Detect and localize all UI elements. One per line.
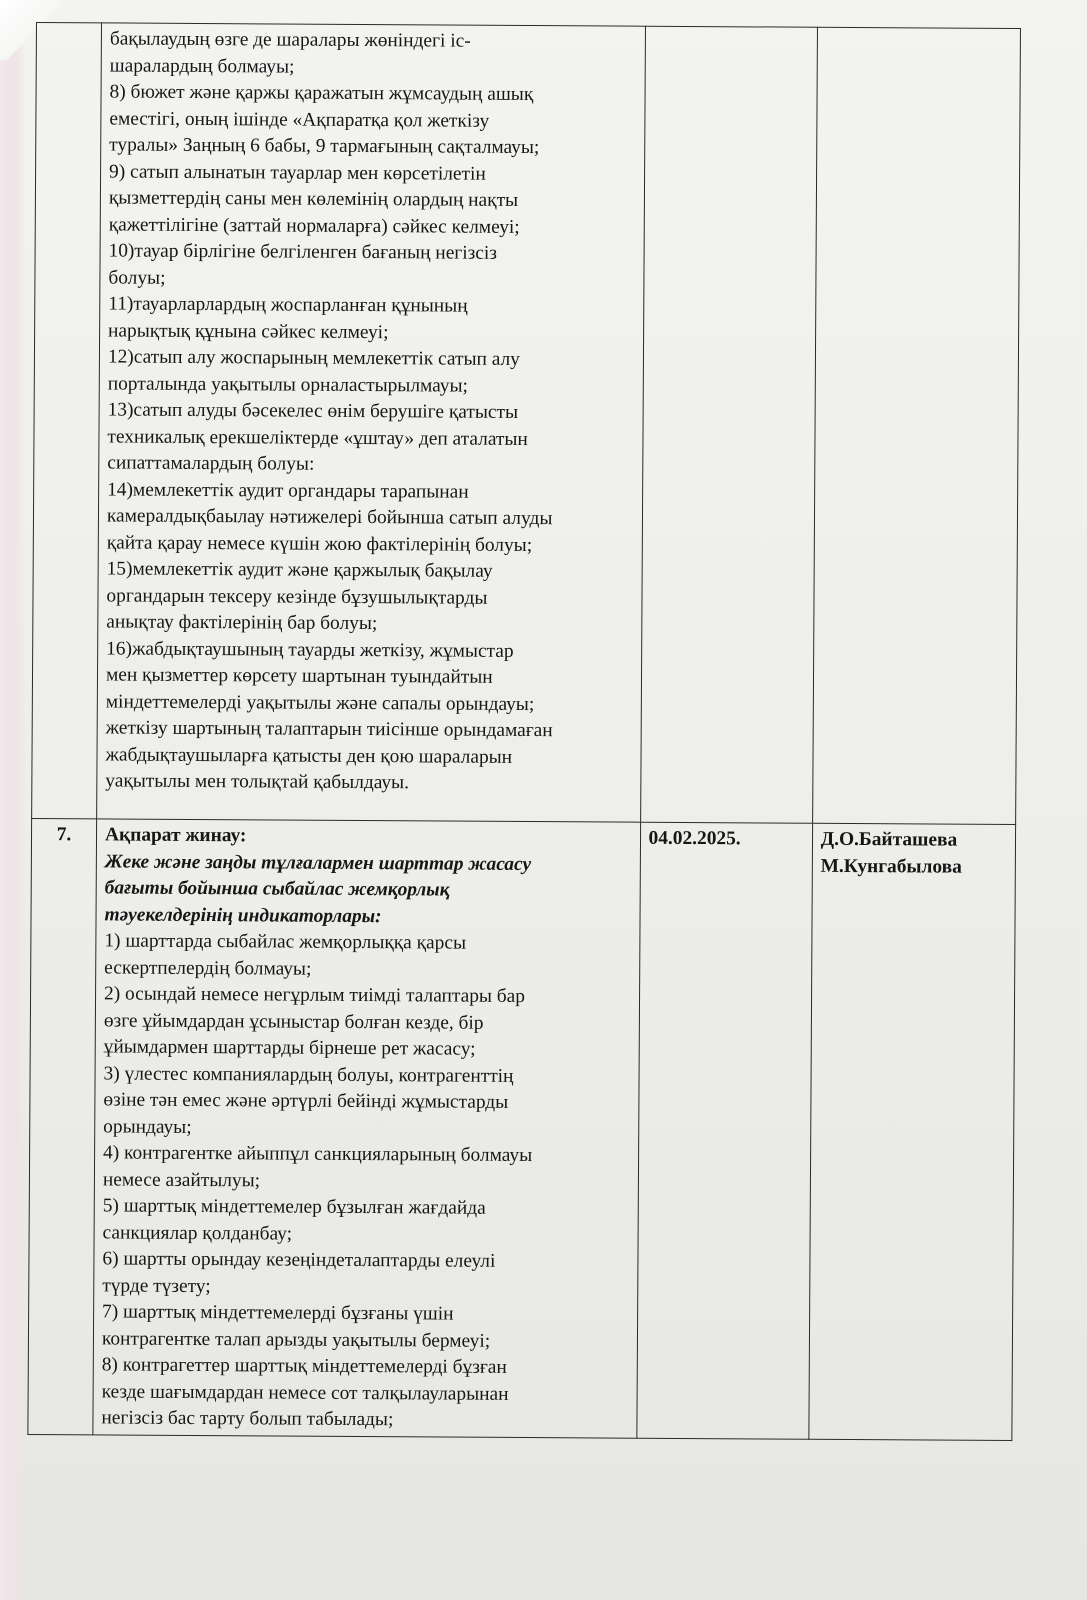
text-line: 2) осындай немесе негұрлым тиімді талаптары бар xyxy=(103,983,526,1008)
text-line: уақытылы мен толықтай қабылдауы. xyxy=(105,770,410,794)
text-line: контрагентке талап арызды уақытылы бермеуі; xyxy=(101,1327,491,1352)
text-line: сипаттамалардың болуы: xyxy=(107,452,315,475)
text-line: ұйымдармен шарттарды бірнеше рет жасасу; xyxy=(103,1036,476,1060)
text-line: шаралардың болмауы; xyxy=(109,54,295,78)
row-number-cell xyxy=(32,23,102,819)
responsible-cell xyxy=(812,27,1020,824)
deadline-cell: 04.02.2025. xyxy=(636,822,812,1439)
text-line: 4) контрагентке айыппұл санкцияларының болмауы xyxy=(102,1142,533,1167)
table-row xyxy=(32,23,1021,825)
responsible-person: М.Кунгабылова xyxy=(820,855,962,878)
text-line: өзіне тән емес және әртүрлі бейінді жұмыстарды xyxy=(103,1089,509,1113)
text-line: нарықтық құнына сәйкес келмеуі; xyxy=(108,319,389,343)
text-line: 6) шартты орындау кезеңіндеталаптарды елеулі xyxy=(102,1248,496,1272)
text-line: 12)сатып алу жоспарының мемлекеттік сатып алу xyxy=(107,346,520,370)
text-line: техникалық ерекшеліктерде «ұштау» деп аталатын xyxy=(107,425,528,450)
section-heading: Ақпарат жинау: xyxy=(104,824,247,847)
text-line: 13)сатып алуды бәсекелес өнім берушіге қатысты xyxy=(107,399,519,423)
text-line: 1) шарттарда сыбайлас жемқорлыққа қарсы xyxy=(104,930,467,954)
text-line: қажеттілігіне (заттай нормаларға) сәйкес келмеуі; xyxy=(108,213,520,238)
indicator-heading-line: Жеке және заңды тұлғалармен шарттар жасасу xyxy=(104,850,532,875)
text-line: жеткізу шартының талаптарын тиісінше орындамаған xyxy=(105,717,553,742)
text-line: кезде шағымдардан немесе сот талқылауларынан xyxy=(101,1380,509,1405)
text-line: 3) үлестес компаниялардың болуы, контрагенттің xyxy=(103,1062,514,1087)
text-line: камералдықбаылау нәтижелері бойынша сатып алуды xyxy=(106,505,553,530)
table-row xyxy=(28,818,1016,1439)
text-line: 5) шарттық міндеттемелер бұзылған жағдайда xyxy=(102,1195,486,1219)
text-line: немесе азайтылуы; xyxy=(102,1168,261,1191)
indicator-heading-line: тәуекелдерінің индикаторлары: xyxy=(104,903,382,927)
deadline-cell xyxy=(640,26,817,823)
text-line: туралы» Заңның 6 бабы, 9 тармағының сақталмауы; xyxy=(109,134,540,159)
text-line: 16)жабдықтаушының тауарды жеткізу, жұмыстар xyxy=(106,637,514,662)
text-line: 7) шарттық міндеттемелерді бұзғаны үшін xyxy=(102,1301,454,1325)
text-line: 9) сатып алынатын тауарлар мен көрсетілетін xyxy=(108,160,486,185)
text-line: бақылаудың өзге де шаралары жөніндегі іс- xyxy=(109,28,471,52)
text-line: анықтау фактілерінің бар болуы; xyxy=(106,611,378,635)
text-line: жабдықтаушыларға қатысты ден қою шараларын xyxy=(105,743,513,768)
text-line: өзге ұйымдардан ұсыныстар болған кезде, бір xyxy=(103,1009,484,1034)
document-sheet xyxy=(27,22,1036,1458)
text-line: органдарын тексеру кезінде бұзушылықтарды xyxy=(106,584,488,609)
responsible-cell xyxy=(809,823,1016,1440)
measures-table xyxy=(27,22,1021,1440)
text-line: негізсіз бас тарту болып табылады; xyxy=(101,1407,394,1431)
row-number-cell: 7. xyxy=(28,818,97,1434)
neighbor-page-edge xyxy=(0,0,26,1600)
text-line: 10)тауар бірлігіне белгіленген бағаның негізсіз xyxy=(108,240,498,264)
text-line: 8) контрагеттер шарттық міндеттемелерді бұзған xyxy=(101,1354,507,1378)
measure-description-cell xyxy=(93,819,640,1438)
responsible-person: Д.О.Байташева xyxy=(820,828,958,851)
text-line: қайта қарау немесе күшін жою фактілерінің болуы; xyxy=(106,531,533,556)
text-line: 8) бюжет және қаржы қаражатын жұмсаудың ашық xyxy=(109,81,534,106)
text-line: порталында уақытылы орналастырылмауы; xyxy=(107,372,468,397)
text-line: 15)мемлекеттік аудит және қаржылық бақылау xyxy=(106,558,493,582)
indicator-heading-line: бағыты бойынша сыбайлас жемқорлық xyxy=(104,877,450,901)
text-line: 11)тауарларлардың жоспарланған құнының xyxy=(108,293,468,317)
text-line: түрде түзету; xyxy=(102,1274,211,1297)
measure-description-cell xyxy=(97,23,645,822)
text-line: мен қызметтер көрсету шартынан туындайтын xyxy=(105,664,493,688)
text-line: санкциялар қолданбау; xyxy=(102,1221,293,1245)
text-line: ескертпелердің болмауы; xyxy=(104,956,312,980)
text-line: 14)мемлекеттік аудит органдары тарапынан xyxy=(107,478,469,503)
text-line: еместігі, оның ішінде «Ақпаратқа қол жеткізу xyxy=(109,107,490,132)
text-line: міндеттемелерді уақытылы және сапалы орындауы; xyxy=(105,690,535,715)
text-line: болуы; xyxy=(108,266,166,289)
text-line: орындауы; xyxy=(103,1115,192,1138)
text-line: қызметтердің саны мен көлемінің олардың нақты xyxy=(108,187,519,211)
